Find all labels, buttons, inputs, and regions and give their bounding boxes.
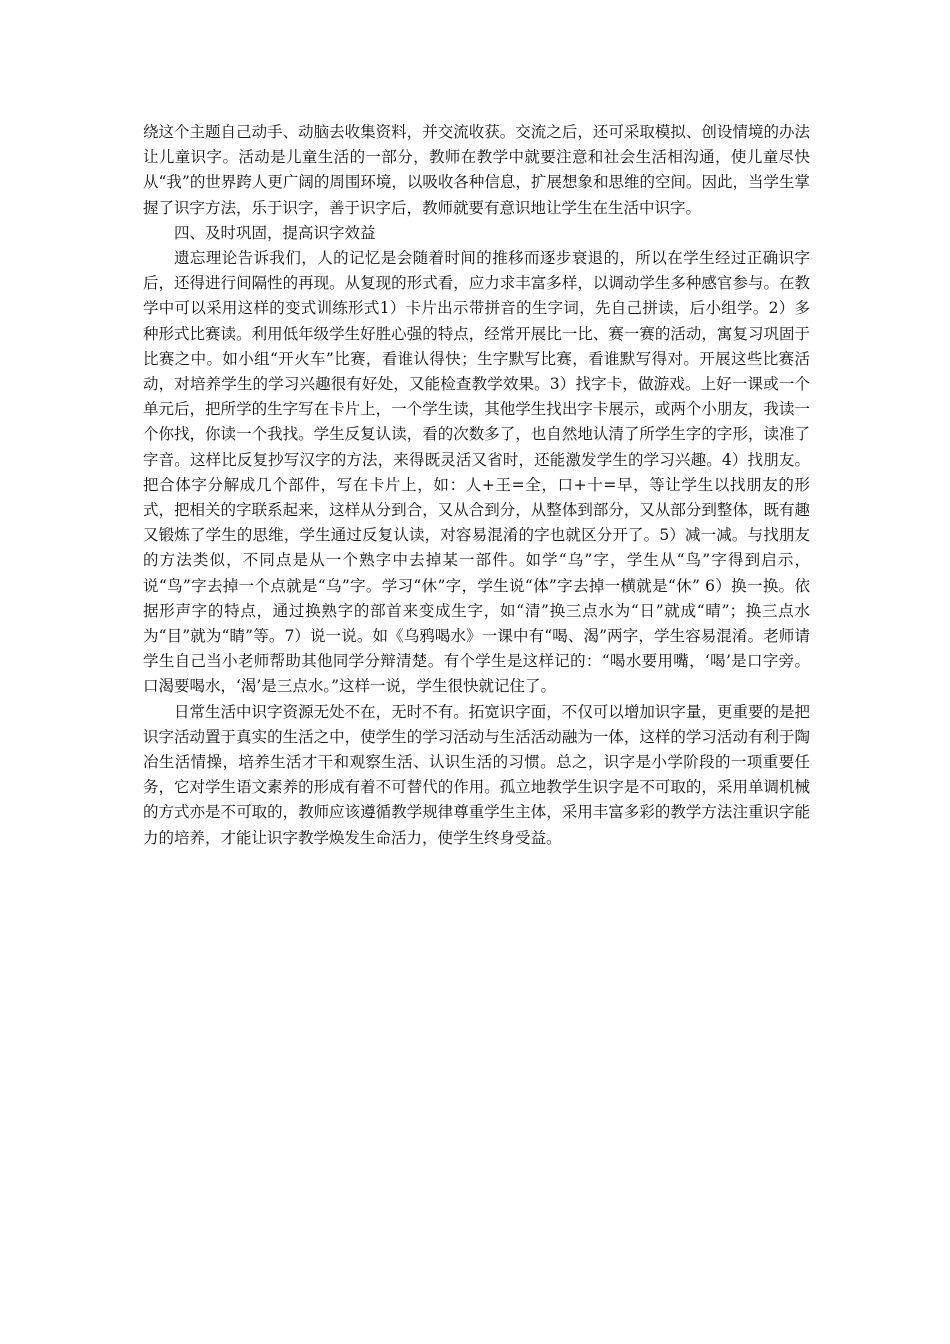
document-body (143, 120, 810, 851)
section-heading: 四、及时巩固，提高识字效益 (174, 223, 376, 242)
paragraph-conclusion: 日常生活中识字资源无处不在，无时不有。拓宽识字面，不仅可以增加识字量，更重要的是把识字活动置于真实的生活之中，使学生的学习活动与生活活动融为一体，这样的学习活动有利于陶冶生活情操，培养生活才干和观察生活、认识生活的习惯。总之，识字是小学阶段的一项重要任务，它对学生语文素养的形成有着不可替代的作用。孤立地教学生识字是不可取的，采用单调机械的方式亦是不可取的，教师应该遵循教学规律尊重学生主体，采用丰富多彩的教学方法注重识字能力的培养，才能让识字教学焕发生命活力，使学生终身受益。 (143, 702, 810, 847)
paragraph-review-methods: 遗忘理论告诉我们，人的记忆是会随着时间的推移而逐步衰退的，所以在学生经过正确识字后，还得进行间隔性的再现。从复现的形式看，应力求丰富多样，以调动学生多种感官参与。在教学中可以采用这样的变式训练形式1）卡片出示带拼音的生字词，先自己拼读，后小组学。2）多种形式比赛读。利用低年级学生好胜心强的特点，经常开展比一比、赛一赛的活动，寓复习巩固于比赛之中。如小组“开火车”比赛，看谁认得快；生字默写比赛，看谁默写得对。开展这些比赛活动，对培养学生的学习兴趣很有好处，又能检查教学效果。3）找字卡，做游戏。上好一课或一个单元后，把所学的生字写在卡片上，一个学生读，其他学生找出字卡展示，或两个小朋友，我读一个你找，你读一个我找。学生反复认读，看的次数多了，也自然地认清了所学生字的字形，读准了字音。这样比反复抄写汉字的方法，来得既灵活又省时，还能激发学生的学习兴趣。4）找朋友。把合体字分解成几个部件，写在卡片上，如：人+王=全，口+十=早，等让学生以找朋友的形式，把相关的字联系起来，这样从分到合，又从合到分，从整体到部分，又从部分到整体，既有趣又锻炼了学生的思维，学生通过反复认读，对容易混淆的字也就区分开了。5）减一减。与找朋友的方法类似，不同点是从一个熟字中去掉某一部件。如学“乌”字，学生从“鸟”字得到启示，说“鸟”字去掉一个点就是“乌”字。学习“休”字，学生说“体”字去掉一横就是“休” 6）换一换。依据形声字的特点，通过换熟字的部首来变成生字，如“清”换三点水为“日”就成“晴”；换三点水为“目”就为“睛”等。7）说一说。如《乌鸦喝水》一课中有“喝、渴”两字，学生容易混淆。老师请学生自己当小老师帮助其他同学分辩清楚。有个学生是这样记的：“喝水要用嘴，‘喝’是口字旁。口渴要喝水，‘渴’是三点水。”这样一说，学生很快就记住了。 (143, 249, 810, 696)
paragraph-continuation: 绕这个主题自己动手、动脑去收集资料，并交流收获。交流之后，还可采取模拟、创设情境的办法让儿童识字。活动是儿童生活的一部分，教师在教学中就要注意和社会生活相沟通，使儿童尽快从“我”的世界跨人更广阔的周围环境，以吸收各种信息，扩展想象和思维的空间。因此，当学生掌握了识字方法，乐于识字，善于识字后，教师就要有意识地让学生在生活中识字。 (143, 123, 810, 217)
